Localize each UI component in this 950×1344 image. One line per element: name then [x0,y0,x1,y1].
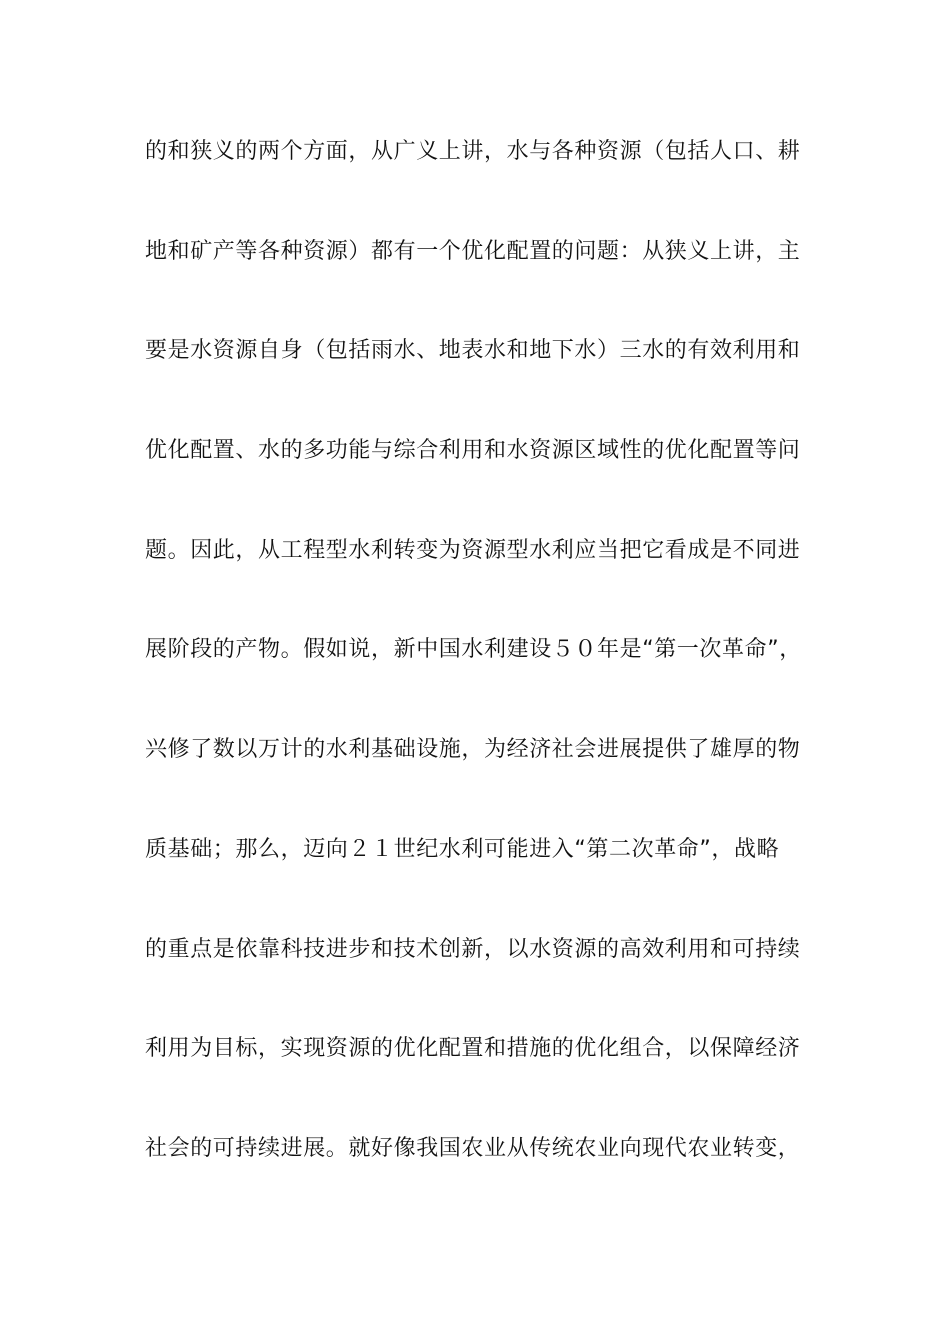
text-line: 优化配置、水的多功能与综合利用和水资源区域性的优化配置等问 [145,438,801,464]
text-line: 利用为目标，实现资源的优化配置和措施的优化组合，以保障经济 [145,1036,801,1062]
text-line: 题。因此，从工程型水利转变为资源型水利应当把它看成是不同进 [145,537,801,563]
body-text [145,131,825,1228]
text-line: 社会的可持续进展。就好像我国农业从传统农业向现代农业转变， [145,1135,801,1161]
text-line: 展阶段的产物。假如说，新中国水利建设５０年是“第一次革命”， [145,637,802,663]
text-line: 兴修了数以万计的水利基础设施，为经济社会进展提供了雄厚的物 [145,737,801,763]
text-line: 地和矿产等各种资源）都有一个优化配置的问题：从狭义上讲，主 [145,238,801,264]
text-line: 要是水资源自身（包括雨水、地表水和地下水）三水的有效利用和 [145,338,801,364]
text-line: 的和狭义的两个方面，从广义上讲，水与各种资源（包括人口、耕 [145,139,801,164]
text-line: 质基础；那么，迈向２１世纪水利可能进入“第二次革命”，战略 [145,836,780,862]
text-line: 的重点是依靠科技进步和技术创新，以水资源的高效利用和可持续 [145,936,801,962]
